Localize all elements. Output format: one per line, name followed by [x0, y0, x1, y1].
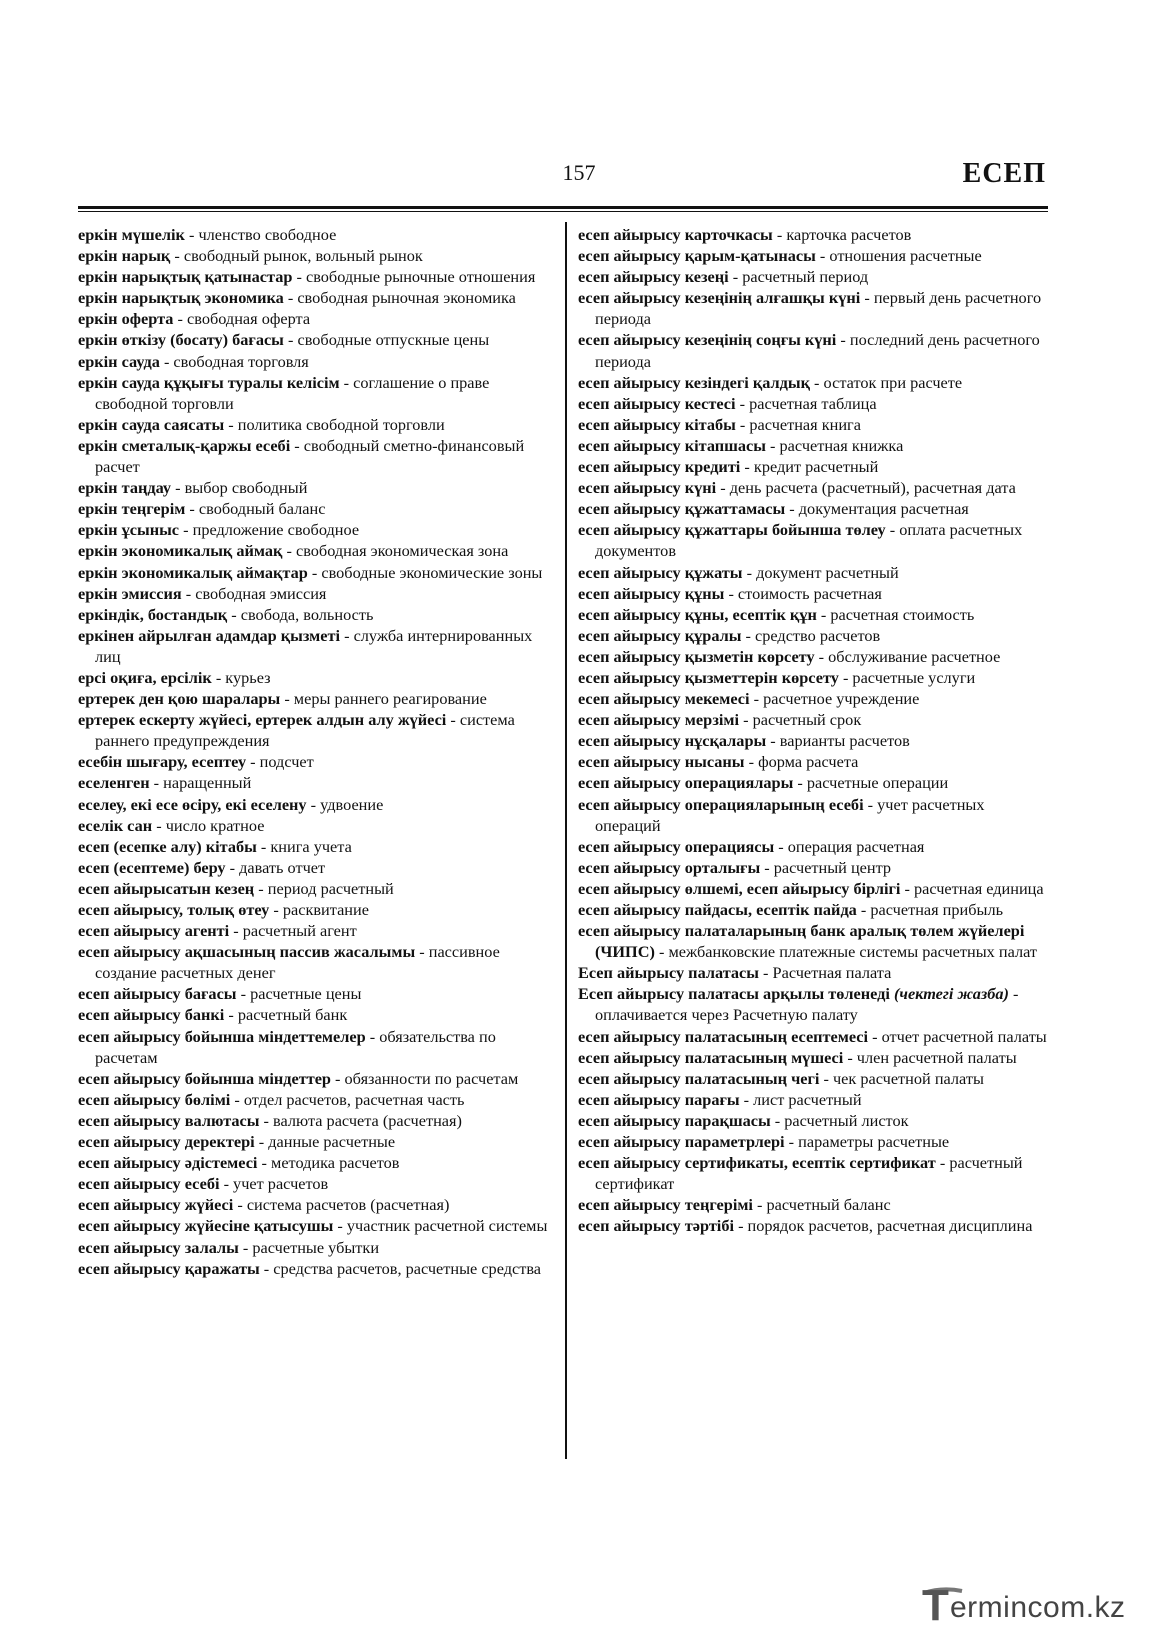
entry-term: есеп айырысу бойынша міндеттер — [78, 1068, 331, 1088]
entry-definition: - обязанности по расчетам — [330, 1068, 519, 1088]
entry-definition: - межбанковские платежные системы расчетных палат — [654, 942, 1037, 962]
dictionary-entry — [78, 414, 553, 435]
entry-definition: - расквитание — [269, 900, 369, 919]
entry-term: есеп айырысу құны — [578, 583, 725, 603]
dictionary-entry — [578, 1215, 1050, 1236]
entry-term: есеп айырысу палатасының мүшесі — [578, 1047, 844, 1067]
entry-term: есеп айырысу кітапшасы — [578, 435, 766, 455]
entry-definition: - Расчетная палата — [758, 963, 892, 983]
entry-definition: - удвоение — [306, 794, 384, 814]
entry-definition: - член расчетной палаты — [843, 1047, 1017, 1067]
entry-term: еркінен айрылған адамдар қызметі — [78, 625, 341, 645]
entry-term: еркін мүшелік — [78, 225, 185, 244]
entry-term: Есеп айырысу палатасы — [578, 963, 759, 983]
entry-term: есеп (есепке алу) кітабы — [78, 836, 257, 856]
entry-definition: - параметры расчетные — [784, 1132, 950, 1152]
dictionary-entry — [78, 920, 553, 941]
dictionary-entry — [78, 351, 553, 372]
entry-definition: - система расчетов (расчетная) — [233, 1195, 450, 1215]
entry-term: есеп айырысу деректері — [78, 1132, 255, 1152]
entry-definition: - свободный рынок, вольный рынок — [170, 246, 423, 266]
dictionary-entry — [578, 836, 1050, 857]
dictionary-entry — [78, 1110, 553, 1131]
entry-definition: - служба интернированных лиц — [95, 625, 533, 666]
entry-term: есеп айырысу мерзімі — [578, 710, 740, 730]
entry-definition: - средство расчетов — [741, 625, 881, 645]
dictionary-entry — [78, 498, 553, 519]
entry-term: есеп айырысу құны, есептік құн — [578, 604, 817, 624]
dictionary-entry — [78, 815, 553, 836]
dictionary-entry — [578, 224, 1050, 245]
dictionary-entry — [78, 1258, 553, 1279]
dictionary-entry — [78, 224, 553, 245]
entry-term: ертерек ескерту жүйесі, ертерек алдын алу жүйесі — [78, 710, 447, 730]
entry-definition: - политика свободной торговли — [224, 414, 445, 434]
entry-term: есеп айырысу кітабы — [578, 414, 736, 434]
logo-text: ermincom.kz — [950, 1591, 1126, 1624]
entry-definition: - свободные экономические зоны — [307, 562, 543, 582]
entry-definition: - расчетный период — [728, 267, 869, 287]
running-header-word: ЕСЕП — [962, 158, 1046, 189]
entry-term: есеп айырысу өлшемі, есеп айырысу бірлігі — [578, 878, 901, 898]
entry-definition: - документация расчетная — [785, 499, 969, 519]
entry-term: еркін теңгерім — [78, 499, 186, 519]
dictionary-entry — [78, 245, 553, 266]
dictionary-entry — [78, 1068, 553, 1089]
dictionary-entry — [78, 519, 553, 540]
dictionary-entry — [78, 794, 553, 815]
entry-term: есеп айырысу кредиті — [578, 457, 741, 477]
entry-definition: - свободные рыночные отношения — [292, 267, 536, 287]
entry-definition: - документ расчетный — [742, 562, 899, 582]
entry-definition: - стоимость расчетная — [724, 583, 882, 603]
dictionary-entry — [78, 836, 553, 857]
dictionary-entry — [78, 372, 553, 414]
entry-definition: - валюта расчета (расчетная) — [259, 1110, 462, 1130]
entry-definition: - выбор свободный — [171, 478, 308, 498]
entry-definition: - средства расчетов, расчетные средства — [259, 1258, 542, 1278]
entry-term: еркін сауда құқығы туралы келісім — [78, 372, 340, 392]
entry-term: еркін нарық — [78, 246, 171, 266]
entry-term: есеп айырысу қызметтерін көрсету — [578, 667, 839, 687]
entry-term: есеп айырысу палатасының есептемесі — [578, 1026, 869, 1046]
dictionary-entry — [578, 878, 1050, 899]
entry-term: еркін сметалық-қаржы есебі — [78, 435, 291, 455]
dictionary-entry — [78, 899, 553, 920]
entry-definition: - расчетная единица — [900, 878, 1044, 898]
entry-term: есеп айырысу операциясы — [578, 836, 775, 856]
dictionary-entry — [78, 772, 553, 793]
dictionary-entry — [578, 583, 1050, 604]
entry-definition: - чек расчетной палаты — [819, 1068, 984, 1088]
dictionary-entry — [78, 287, 553, 308]
entry-term: есеп айырысу парақшасы — [578, 1110, 771, 1130]
entry-term: есеп айырысу карточкасы — [578, 225, 773, 244]
dictionary-entry — [78, 751, 553, 772]
entry-term: ертерек ден қою шаралары — [78, 689, 281, 709]
dictionary-entry — [578, 794, 1050, 836]
entry-term: есеп айырысу залалы — [78, 1237, 239, 1257]
entry-definition: - форма расчета — [744, 752, 859, 772]
dictionary-entry — [78, 1089, 553, 1110]
dictionary-entry — [78, 1026, 553, 1068]
dictionary-entry — [78, 1237, 553, 1258]
entry-definition: - расчетный листок — [770, 1110, 909, 1130]
dictionary-entry — [78, 583, 553, 604]
dictionary-entry — [78, 266, 553, 287]
entry-definition: - учет расчетов — [219, 1174, 329, 1194]
dictionary-entry — [578, 1026, 1050, 1047]
entry-term: есеп айырысу кестесі — [578, 393, 736, 413]
entry-definition: - свободная эмиссия — [181, 583, 327, 603]
entry-definition: - свободная рыночная экономика — [283, 288, 516, 308]
entry-term: есеп айырысу жүйесіне қатысушы — [78, 1216, 334, 1236]
entry-term: есеп айырысу құжаты — [578, 562, 743, 582]
dictionary-entry — [578, 962, 1050, 983]
entry-definition: - курьез — [211, 667, 271, 687]
entry-term: еркін оферта — [78, 309, 174, 329]
entry-definition: - свободная торговля — [159, 351, 309, 371]
entry-term: есеп айырысу, толық өтеу — [78, 900, 270, 919]
entry-definition: - отдел расчетов, расчетная часть — [230, 1089, 465, 1109]
entry-definition: - пассивное создание расчетных денег — [95, 942, 500, 983]
column-divider — [565, 222, 567, 1459]
dictionary-entry — [78, 688, 553, 709]
entry-definition: - расчетная книжка — [765, 435, 904, 455]
entry-term: есеп айырысу параметрлері — [578, 1132, 785, 1152]
entry-term: есеп айырысу палатасының чегі — [578, 1068, 820, 1088]
entry-definition: - расчетные услуги — [838, 667, 976, 687]
entry-definition: - расчетные операции — [793, 773, 949, 793]
entry-term: есеп айырысу қызметін көрсету — [578, 646, 815, 666]
entry-definition: - отношения расчетные — [815, 246, 982, 266]
entry-definition: - варианты расчетов — [766, 731, 910, 751]
entry-definition: - расчетная прибыль — [856, 900, 1004, 919]
dictionary-entry — [78, 308, 553, 329]
dictionary-entry — [578, 646, 1050, 667]
dictionary-entry — [578, 1047, 1050, 1068]
dictionary-entry — [578, 730, 1050, 751]
entry-definition: - оплачивается через Расчетную палату — [595, 984, 1019, 1025]
entry-term: есеп айырысу кезіндегі қалдық — [578, 372, 810, 392]
entry-definition: - свободные отпускные цены — [283, 330, 490, 350]
dictionary-entry — [578, 667, 1050, 688]
entry-definition: - свободный сметно-финансовый расчет — [95, 435, 525, 477]
entry-term: есеп айырысу сертификаты, есептік сертификат — [578, 1153, 936, 1173]
entry-term: есеп айырысу тәртібі — [578, 1216, 734, 1236]
entry-definition: - обязательства по расчетам — [95, 1026, 496, 1067]
dictionary-entry — [78, 941, 553, 983]
entry-term: есеп айырысу бағасы — [78, 984, 237, 1004]
dictionary-entry — [78, 329, 553, 350]
termincom-logo[interactable] — [922, 1581, 1140, 1630]
entry-definition: - давать отчет — [225, 857, 326, 877]
entry-term: еркін эмиссия — [78, 583, 182, 603]
left-column — [78, 224, 553, 1279]
dictionary-entry — [78, 1194, 553, 1215]
entry-definition: - свободная экономическая зона — [282, 541, 509, 561]
dictionary-entry — [578, 287, 1050, 329]
dictionary-entry — [78, 540, 553, 561]
dictionary-entry — [78, 1131, 553, 1152]
dictionary-entry — [578, 1131, 1050, 1152]
entry-term: есебін шығару, есептеу — [78, 752, 247, 772]
entry-definition: - число кратное — [152, 815, 265, 835]
entry-definition: - участник расчетной системы — [333, 1216, 548, 1236]
entry-term: есеп айырысу нысаны — [578, 752, 745, 772]
dictionary-entry — [78, 625, 553, 667]
entry-term: есеп айырысу бойынша міндеттемелер — [78, 1026, 366, 1046]
dictionary-entry — [578, 709, 1050, 730]
entry-definition: - книга учета — [256, 836, 352, 856]
dictionary-entry — [578, 1089, 1050, 1110]
entry-term: есеп (есептеме) беру — [78, 857, 226, 877]
entry-term: еркін экономикалық аймақ — [78, 541, 283, 561]
entry-term: есеп айырысу валютасы — [78, 1110, 260, 1130]
dictionary-entry — [78, 1004, 553, 1025]
dictionary-entry — [578, 329, 1050, 371]
entry-definition: - период расчетный — [254, 878, 394, 898]
entry-term: еркін нарықтық экономика — [78, 288, 284, 308]
entry-definition: - методика расчетов — [257, 1153, 400, 1173]
entry-definition: - учет расчетных операций — [595, 794, 985, 835]
entry-definition: - расчетная книга — [735, 414, 861, 434]
entry-term: есеп айырысу құжаттамасы — [578, 499, 786, 519]
entry-note: (чектегі жазба) — [893, 984, 1009, 1004]
entry-term: есеп айырысу палаталарының банк аралық төлем жүйелері (ЧИПС) — [578, 921, 1025, 962]
entry-term: есеп айырысу операцияларының есебі — [578, 794, 864, 814]
dictionary-entry — [578, 1068, 1050, 1089]
dictionary-entry — [78, 435, 553, 477]
entry-term: есеп айырысу банкі — [78, 1005, 225, 1025]
entry-definition: - расчетная таблица — [735, 393, 877, 413]
entry-term: есеп айырысу кезеңінің соңғы күні — [578, 330, 837, 350]
entry-term: есеп айырысу қарым-қатынасы — [578, 246, 816, 266]
entry-definition: - система раннего предупреждения — [95, 710, 515, 751]
entry-term: есеп айырысу пайдасы, есептік пайда — [578, 900, 857, 919]
dictionary-entry — [578, 456, 1050, 477]
dictionary-entry — [78, 562, 553, 583]
dictionary-entry — [578, 625, 1050, 646]
page-number: 157 — [562, 160, 596, 185]
entry-term: есеп айырысу парағы — [578, 1089, 740, 1109]
dictionary-entry — [578, 266, 1050, 287]
entry-term: есеп айырысу құралы — [578, 625, 742, 645]
entry-definition: - день расчета (расчетный), расчетная дата — [716, 478, 1016, 498]
entry-term: еселеу, екі есе өсіру, екі еселену — [78, 794, 307, 814]
entry-definition: - свобода, вольность — [227, 604, 374, 624]
header-rule-thin — [78, 211, 1048, 212]
dictionary-entry — [578, 604, 1050, 625]
dictionary-entry — [578, 983, 1050, 1025]
entry-definition: - меры раннего реагирование — [280, 689, 487, 709]
dictionary-entry — [578, 751, 1050, 772]
entry-term: еркін нарықтық қатынастар — [78, 267, 293, 287]
entry-term: еселік сан — [78, 815, 153, 835]
entry-definition: - соглашение о праве свободной торговли — [95, 372, 490, 413]
entry-term: есеп айырысатын кезең — [78, 878, 255, 898]
dictionary-entry — [78, 1152, 553, 1173]
entry-definition: - членство свободное — [184, 225, 337, 244]
entry-term: есеп айырысу ақшасының пассив жасалымы — [78, 942, 416, 962]
entry-definition: - расчетный банк — [224, 1005, 348, 1025]
entry-term: еркін ұсыныс — [78, 520, 180, 540]
entry-definition: - последний день расчетного периода — [595, 330, 1040, 371]
entry-definition: - расчетное учреждение — [749, 689, 920, 709]
entry-definition: - лист расчетный — [739, 1089, 862, 1109]
entry-definition: - свободный баланс — [185, 499, 326, 519]
entry-term: еркіндік, бостандық — [78, 604, 228, 624]
dictionary-entry — [78, 604, 553, 625]
right-column — [578, 224, 1050, 1237]
entry-term: ерсі оқиға, ерсілік — [78, 667, 212, 687]
entry-definition: - первый день расчетного периода — [595, 288, 1042, 329]
entry-term: еркін сауда саясаты — [78, 414, 225, 434]
entry-definition: - расчетный агент — [229, 921, 357, 941]
entry-term: есеп айырысу кезеңінің алғашқы күні — [578, 288, 861, 308]
entry-term: еркін таңдау — [78, 478, 172, 498]
dictionary-entry — [578, 414, 1050, 435]
entry-term: еркін өткізу (босату) бағасы — [78, 330, 284, 350]
entry-definition: - кредит расчетный — [740, 457, 879, 477]
dictionary-entry — [578, 498, 1050, 519]
entry-definition: - отчет расчетной палаты — [868, 1026, 1047, 1046]
dictionary-entry — [578, 393, 1050, 414]
logo-initial: T — [922, 1581, 949, 1630]
entry-definition: - оплата расчетных документов — [595, 520, 1023, 561]
entry-term: есеп айырысу құжаттары бойынша төлеу — [578, 520, 886, 540]
dictionary-entry — [578, 688, 1050, 709]
dictionary-entry — [578, 772, 1050, 793]
header-rule-thick — [78, 206, 1048, 209]
entry-definition: - обслуживание расчетное — [814, 646, 1001, 666]
entry-definition: - карточка расчетов — [772, 225, 912, 244]
dictionary-entry — [578, 1194, 1050, 1215]
dictionary-entry — [78, 709, 553, 751]
entry-definition: - расчетный баланс — [752, 1195, 891, 1215]
entry-term: есеп айырысу кезеңі — [578, 267, 729, 287]
entry-term: еркін сауда — [78, 351, 160, 371]
dictionary-entry — [578, 1152, 1050, 1194]
entry-definition: - расчетный сертификат — [595, 1153, 1023, 1194]
entry-definition: - расчетные цены — [236, 984, 362, 1004]
dictionary-entry — [578, 477, 1050, 498]
dictionary-entry — [578, 562, 1050, 583]
entry-term: есеп айырысу жүйесі — [78, 1195, 234, 1215]
entry-definition: - данные расчетные — [254, 1132, 396, 1152]
entry-term: есеп айырысу агенті — [78, 921, 230, 941]
dictionary-entry — [78, 857, 553, 878]
entry-term: есеп айырысу теңгерімі — [578, 1195, 753, 1215]
dictionary-entry — [578, 899, 1050, 920]
entry-definition: - подсчет — [246, 752, 314, 772]
entry-term: еселенген — [78, 773, 150, 793]
dictionary-entry — [78, 1173, 553, 1194]
entry-term: есеп айырысу қаражаты — [78, 1258, 260, 1278]
dictionary-entry — [578, 372, 1050, 393]
entry-definition: - порядок расчетов, расчетная дисциплина — [734, 1216, 1033, 1236]
dictionary-entry — [578, 519, 1050, 561]
entry-definition: - остаток при расчете — [809, 372, 963, 392]
entry-term: есеп айырысу нұсқалары — [578, 731, 767, 751]
entry-term: есеп айырысу есебі — [78, 1174, 220, 1194]
entry-definition: - свободная оферта — [173, 309, 311, 329]
entry-term: есеп айырысу мекемесі — [578, 689, 750, 709]
dictionary-entry — [578, 857, 1050, 878]
dictionary-entry — [578, 435, 1050, 456]
entry-term: есеп айырысу орталығы — [578, 857, 761, 877]
dictionary-entry — [78, 1215, 553, 1236]
dictionary-entry — [578, 1110, 1050, 1131]
entry-definition: - расчетный срок — [739, 710, 862, 730]
entry-definition: - расчетная стоимость — [816, 604, 975, 624]
entry-definition: - операция расчетная — [774, 836, 925, 856]
entry-definition: - предложение свободное — [179, 520, 360, 540]
dictionary-entry — [78, 983, 553, 1004]
dictionary-entry — [78, 878, 553, 899]
entry-term: есеп айырысу күні — [578, 478, 717, 498]
entry-term: есеп айырысу әдістемесі — [78, 1153, 258, 1173]
entry-term: еркін экономикалық аймақтар — [78, 562, 308, 582]
entry-term: есеп айырысу операциялары — [578, 773, 794, 793]
entry-definition: - наращенный — [149, 773, 252, 793]
dictionary-entry — [78, 477, 553, 498]
dictionary-entry — [578, 245, 1050, 266]
dictionary-entry — [78, 667, 553, 688]
dictionary-entry — [578, 920, 1050, 962]
entry-definition: - расчетные убытки — [238, 1237, 380, 1257]
entry-term: Есеп айырысу палатасы арқылы төленеді — [578, 984, 890, 1004]
entry-term: есеп айырысу бөлімі — [78, 1089, 231, 1109]
entry-definition: - расчетный центр — [760, 857, 892, 877]
